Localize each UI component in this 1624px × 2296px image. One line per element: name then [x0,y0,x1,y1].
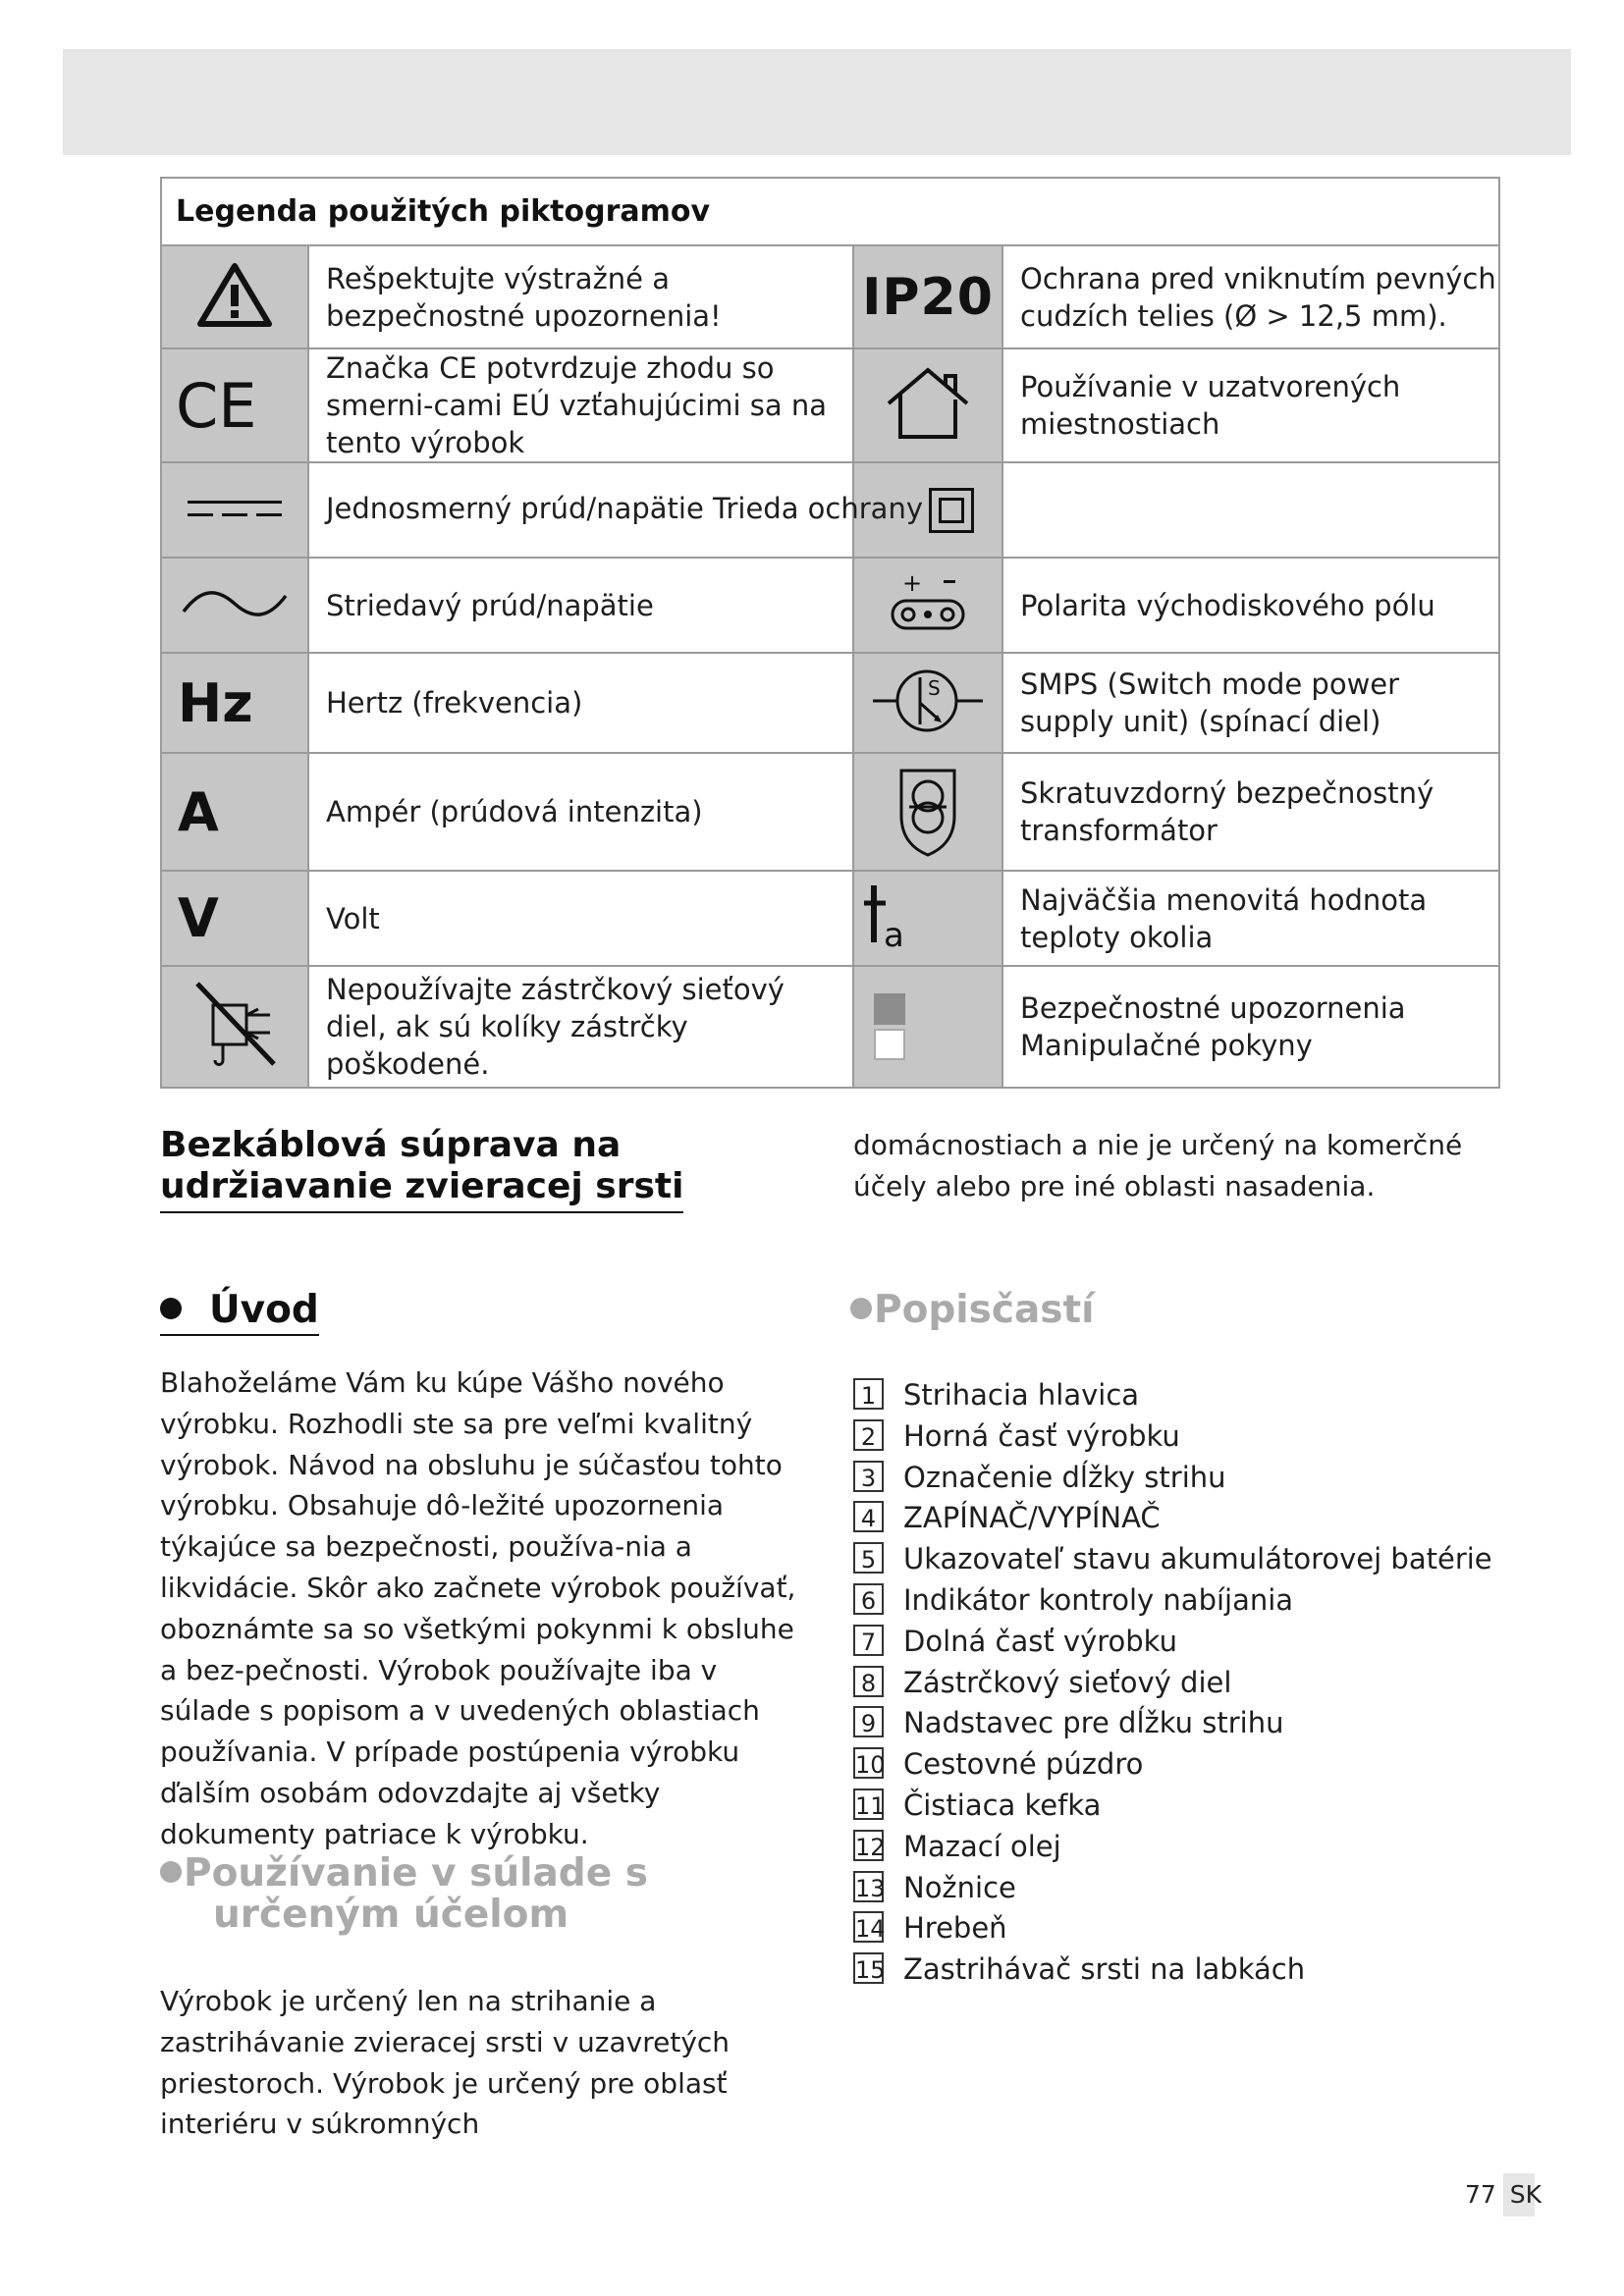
legend-text: Volt [308,871,853,966]
part-item [853,1744,1492,1786]
usage-heading: Používanie v súlade s určeným účelom [160,1853,648,1936]
language-code: SK [1509,2180,1543,2209]
part-label: Zastrihávač srsti na labkách [903,1952,1306,1987]
house-icon [853,348,1002,462]
part-label: Nožnice [903,1870,1016,1904]
part-label: Nadstavec pre dĺžku strihu [903,1706,1284,1740]
volt-icon: V [161,871,308,966]
part-number-box: 9 [853,1706,884,1737]
legend-text: SMPS (Switch mode power supply unit) (spínací diel) [1002,653,1499,753]
part-item [853,1868,1492,1909]
parts-heading: Popisčastí [850,1288,1095,1332]
part-number-box: 3 [853,1461,884,1492]
legend-text: Skratuvzdorný bezpečnostný transformátor [1002,753,1499,871]
part-label: Zástrčkový sieťový diel [903,1665,1232,1699]
hertz-icon: Hz [161,653,308,753]
page-footer [1455,2173,1549,2216]
part-item [853,1949,1492,1991]
part-number-box: 11 [853,1789,884,1820]
svg-text:+: + [902,568,923,597]
short-circuit-transformer-icon [853,753,1002,871]
part-label: Ukazovateľ stavu akumulátorovej batérie [903,1542,1492,1576]
usage-text: Výrobok je určený len na strihanie a zastrihávanie zvieracej srsti v uzavretých priestoroch. Výrobok je určený pre oblasť interiéru v súkromných [160,1985,731,2141]
part-label: ZAPÍNAČ/VYPÍNAČ [903,1501,1161,1535]
part-item [853,1458,1492,1499]
safety-square-icon [874,993,905,1025]
part-number-box: 13 [853,1871,884,1902]
warning-triangle-icon [161,245,308,348]
page-number: 77 [1465,2180,1496,2209]
ce-mark-icon: CE [161,348,308,462]
part-item [853,1908,1492,1949]
header-bar [63,49,1571,155]
product-title: Bezkáblová súprava na udržiavanie zvieracej srsti [160,1125,683,1213]
legend-text: Používanie v uzatvorených miestnostiach [1002,348,1499,462]
part-label: Označenie dĺžky strihu [903,1460,1226,1494]
smps-icon [853,653,1002,753]
legend-text: Hertz (frekvencia) [308,653,853,753]
pictogram-legend-table [160,177,1500,1089]
part-label: Horná časť výrobku [903,1418,1180,1453]
part-item [853,1622,1492,1663]
part-number-box: 6 [853,1583,884,1615]
legend-text: Jednosmerný prúd/napätie Trieda ochrany [308,462,853,558]
polarity-icon [853,558,1002,653]
protection-class-2-icon [929,488,974,533]
part-label: Hrebeň [903,1911,1007,1946]
intro-heading: Úvod [160,1288,319,1336]
part-number-box: 12 [853,1830,884,1861]
legend-text [1002,462,1499,558]
parts-list [853,1375,1492,1991]
ampere-icon: A [161,753,308,871]
usage-text-cont: domácnostiach a nie je určený na komerčné účely alebo pre iné oblasti nasadenia. [853,1129,1463,1202]
legend-text: Značka CE potvrdzuje zhodu so smerni-cami EÚ vzťahujúcimi sa na tento výrobok [308,348,853,462]
part-label: Strihacia hlavica [903,1378,1140,1412]
ambient-temperature-icon [853,871,1002,966]
part-item [853,1580,1492,1622]
part-label: Čistiaca kefka [903,1788,1102,1822]
part-number-box: 1 [853,1378,884,1410]
part-number-box: 8 [853,1666,884,1697]
part-item [853,1498,1492,1539]
intro-text: Blahoželáme Vám ku kúpe Vášho nového výrobku. Rozhodli ste sa pre veľmi kvalitný výrobok. Návod na obsluhu je súčasťou tohto výrobku. Obsahuje dô-ležité upozornenia týkajúce sa bezpečnosti, používa-nia a likvidácie. Skôr ako začnete výrobok používať, oboznámte sa so všetkými pokynmi k obsluhe a bez-pečnosti. Výrobok používajte iba v súlade s popisom a v uvedených oblastiach používania. V prípade postúpenia výrobku ďalším osobám odovzdajte aj všetky dokumenty patriace k výrobku. [160,1366,796,1850]
damaged-plug-icon [161,966,308,1088]
ip20-icon: IP20 [853,245,1002,348]
handling-square-icon [874,1029,905,1060]
legend-text: Ochrana pred vniknutím pevných cudzích telies (Ø > 12,5 mm). [1002,245,1499,348]
legend-title: Legenda použitých piktogramov [161,178,1499,245]
ac-current-icon [161,558,308,653]
part-item [853,1827,1492,1868]
legend-text: Nepoužívajte zástrčkový sieťový diel, ak sú kolíky zástrčky poškodené. [308,966,853,1088]
legend-text: Najväčšia menovitá hodnota teploty okolia [1002,871,1499,966]
legend-text: Striedavý prúd/napätie [308,558,853,653]
part-item [853,1416,1492,1458]
part-item [853,1663,1492,1704]
part-item [853,1539,1492,1580]
svg-text:S: S [928,676,941,700]
svg-text:a: a [884,915,904,955]
part-number-box: 5 [853,1542,884,1574]
dc-current-icon [161,462,308,558]
part-item [853,1703,1492,1744]
legend-text: Rešpektujte výstražné a bezpečnostné upozornenia! [308,245,853,348]
bullet-icon [160,1861,182,1883]
squares-icon [853,966,1002,1088]
bullet-icon [850,1298,872,1319]
part-number-box: 2 [853,1419,884,1451]
part-number-box: 14 [853,1911,884,1943]
legend-text: Ampér (prúdová intenzita) [308,753,853,871]
part-label: Cestovné púzdro [903,1747,1144,1782]
part-number-box: 4 [853,1501,884,1532]
part-label: Indikátor kontroly nabíjania [903,1582,1294,1617]
part-number-box: 15 [853,1952,884,1984]
legend-text: Bezpečnostné upozornenia Manipulačné pokyny [1002,966,1499,1088]
legend-text: Polarita východiskového pólu [1002,558,1499,653]
bullet-icon [160,1298,182,1319]
part-item [853,1375,1492,1416]
part-label: Mazací olej [903,1829,1061,1863]
part-label: Dolná časť výrobku [903,1624,1177,1658]
part-number-box: 7 [853,1625,884,1656]
part-item [853,1786,1492,1827]
part-number-box: 10 [853,1747,884,1779]
